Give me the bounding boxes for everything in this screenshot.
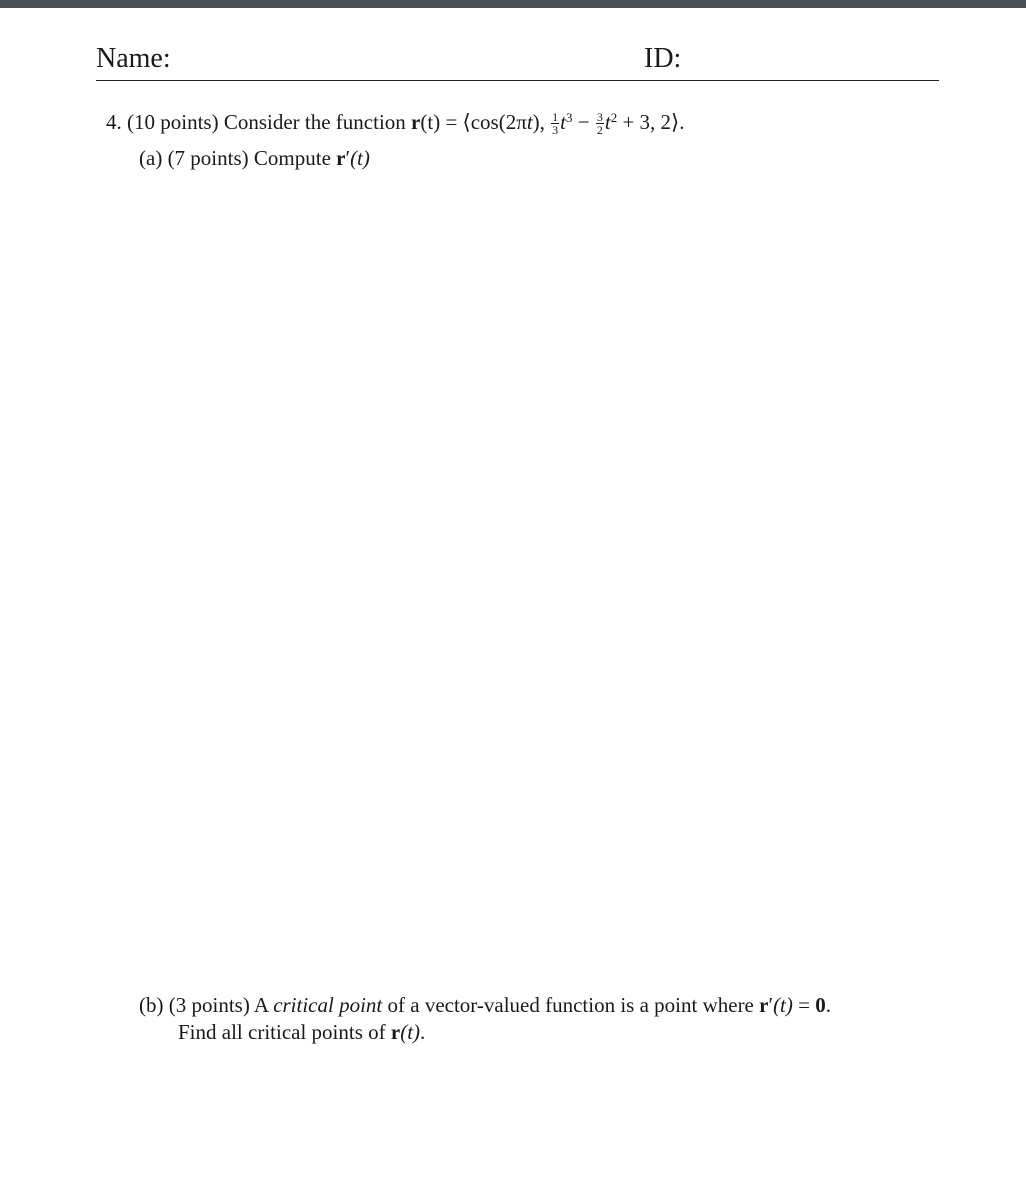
part-b-prime: ′	[768, 993, 774, 1017]
part-b-line2-text: Find all critical points of	[178, 1020, 386, 1044]
id-label: ID:	[644, 43, 682, 74]
part-b-line1	[139, 992, 939, 1019]
part-b-line2-end: .	[420, 1020, 426, 1044]
func-exp2: 2	[610, 109, 618, 125]
part-b-text2: of a vector-valued function is a point where	[387, 993, 754, 1017]
part-a-prime: ′	[345, 146, 351, 170]
viewer-top-bar	[0, 0, 1026, 8]
frac2-num: 3	[596, 110, 603, 125]
func-exp1: 3	[566, 109, 573, 125]
func-minus: −	[572, 110, 595, 134]
part-b-line2-math	[391, 1020, 425, 1044]
fraction-one-third	[551, 111, 559, 136]
part-b-zero: 0	[815, 993, 826, 1017]
function-expression	[411, 109, 685, 138]
func-name: r	[411, 110, 421, 134]
problem-points: (10 points)	[127, 110, 219, 134]
part-a-label: (a)	[139, 146, 163, 170]
func-after-cos: ),	[532, 110, 545, 134]
part-b-italic: critical point	[273, 993, 383, 1017]
part-b-line2	[139, 1019, 939, 1046]
fraction-three-halves	[596, 111, 604, 136]
func-var: (t)	[420, 110, 441, 134]
exam-header	[96, 42, 939, 82]
part-b-label: (b)	[139, 993, 164, 1017]
frac1-num: 1	[552, 110, 559, 125]
part-b-line2-r: r	[390, 1020, 401, 1044]
part-b-var: (t)	[773, 993, 793, 1017]
part-a	[139, 143, 370, 173]
part-a-var: (t)	[350, 146, 370, 170]
part-a-points: (7 points)	[167, 146, 249, 170]
func-tail: + 3, 2⟩.	[617, 110, 685, 134]
part-a-r: r	[336, 146, 346, 170]
name-label: Name:	[96, 43, 171, 74]
problem-number: 4.	[106, 110, 122, 134]
func-equals: = ⟨cos(2π	[440, 110, 527, 134]
part-b-line2-var: (t)	[400, 1020, 421, 1044]
header-rule	[96, 80, 939, 81]
func-t2: t	[560, 110, 567, 134]
func-t1: t	[526, 110, 533, 134]
part-b-period: .	[825, 993, 831, 1017]
frac1-den: 3	[552, 123, 559, 138]
part-b-eq: =	[792, 993, 816, 1017]
problem-statement	[106, 107, 685, 137]
part-b-r: r	[759, 993, 769, 1017]
part-b-text1: A	[253, 993, 268, 1017]
part-a-math	[336, 146, 370, 170]
frac2-den: 2	[596, 123, 603, 138]
part-b	[139, 992, 939, 1046]
part-b-math	[759, 993, 831, 1017]
problem-intro: Consider the function	[223, 110, 406, 134]
part-b-points: (3 points)	[168, 993, 250, 1017]
part-a-text: Compute	[253, 146, 331, 170]
func-t3: t	[604, 110, 611, 134]
